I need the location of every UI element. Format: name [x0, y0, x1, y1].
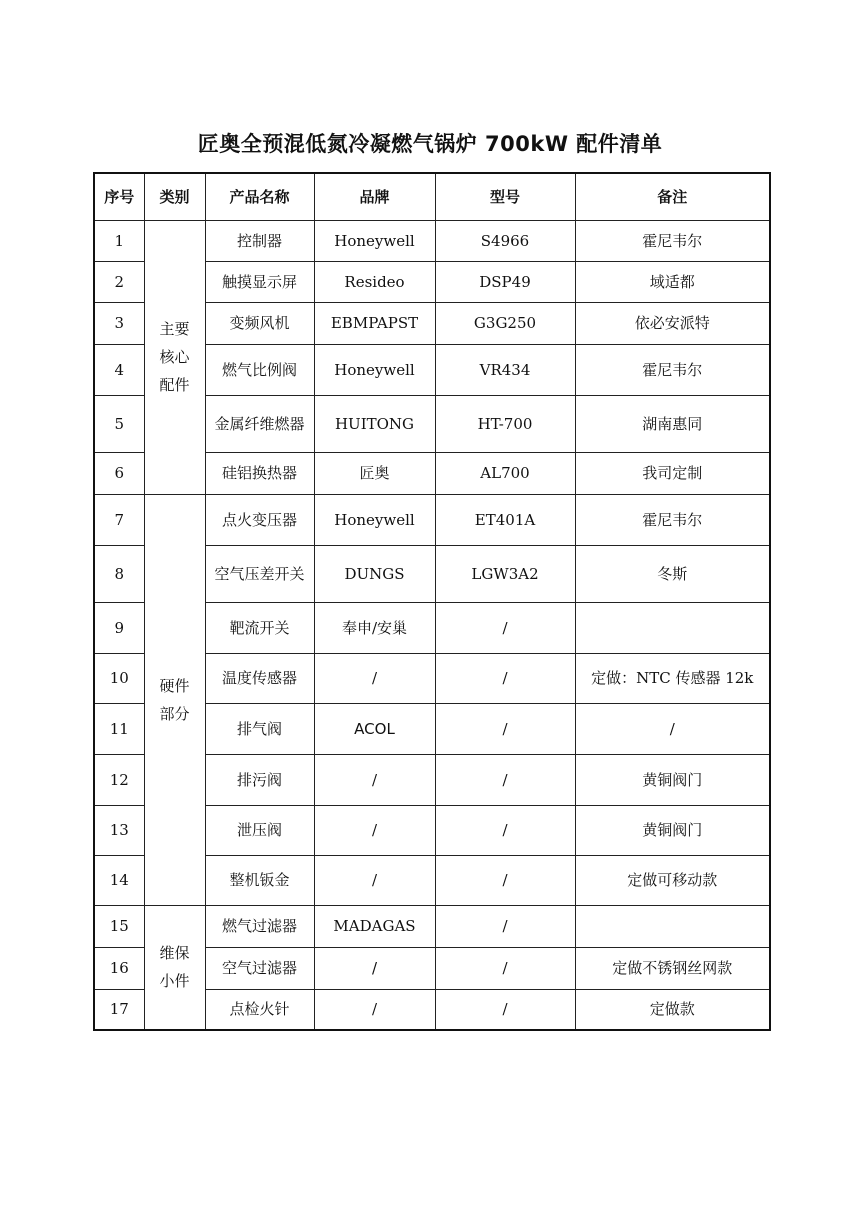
cell-product-name: 温度传感器 [205, 653, 314, 703]
cell-no: 7 [94, 494, 144, 545]
table-row [94, 494, 770, 545]
category-label: 主要核心配件 [159, 320, 190, 394]
cell-note: 依必安派特 [575, 302, 770, 344]
cell-note: 冬斯 [575, 545, 770, 602]
cell-note [575, 905, 770, 947]
cell-no: 13 [94, 805, 144, 855]
cell-note: 黄铜阀门 [575, 754, 770, 805]
cell-brand: ACOL [314, 703, 435, 754]
cell-product-name: 变频风机 [205, 302, 314, 344]
cell-note: 定做可移动款 [575, 855, 770, 905]
category-core [144, 220, 205, 494]
cell-note: / [575, 703, 770, 754]
table-row [94, 220, 770, 261]
category-maintenance [144, 905, 205, 1030]
cell-note [575, 602, 770, 653]
cell-model: / [435, 855, 575, 905]
cell-product-name: 控制器 [205, 220, 314, 261]
cell-no: 1 [94, 220, 144, 261]
cell-no: 12 [94, 754, 144, 805]
cell-model: / [435, 754, 575, 805]
header-product-name: 产品名称 [205, 173, 314, 220]
cell-brand: Honeywell [314, 220, 435, 261]
cell-no: 4 [94, 344, 144, 395]
cell-brand: / [314, 989, 435, 1030]
cell-no: 10 [94, 653, 144, 703]
cell-model: / [435, 653, 575, 703]
cell-product-name: 整机钣金 [205, 855, 314, 905]
cell-brand: MADAGAS [314, 905, 435, 947]
cell-product-name: 排污阀 [205, 754, 314, 805]
cell-no: 5 [94, 395, 144, 452]
category-label: 硬件部分 [159, 676, 190, 723]
cell-note: 定做不锈钢丝网款 [575, 947, 770, 989]
cell-product-name: 硅铝换热器 [205, 452, 314, 494]
table-row [94, 905, 770, 947]
cell-product-name: 点检火针 [205, 989, 314, 1030]
cell-product-name: 排气阀 [205, 703, 314, 754]
parts-table [93, 172, 771, 1031]
cell-model: / [435, 989, 575, 1030]
cell-brand: Resideo [314, 261, 435, 302]
category-hardware [144, 494, 205, 905]
cell-product-name: 触摸显示屏 [205, 261, 314, 302]
cell-no: 6 [94, 452, 144, 494]
cell-brand: / [314, 805, 435, 855]
cell-model: VR434 [435, 344, 575, 395]
cell-model: DSP49 [435, 261, 575, 302]
cell-note: 定做：NTC 传感器 12k [575, 653, 770, 703]
cell-brand: EBMPAPST [314, 302, 435, 344]
cell-product-name: 空气压差开关 [205, 545, 314, 602]
cell-brand: / [314, 653, 435, 703]
table-header-row [94, 173, 770, 220]
cell-product-name: 金属纤维燃器 [205, 395, 314, 452]
cell-model: / [435, 947, 575, 989]
cell-model: / [435, 805, 575, 855]
cell-product-name: 泄压阀 [205, 805, 314, 855]
cell-model: HT-700 [435, 395, 575, 452]
category-label: 维保小件 [159, 944, 190, 991]
cell-note: 湖南惠同 [575, 395, 770, 452]
cell-no: 8 [94, 545, 144, 602]
cell-model: / [435, 602, 575, 653]
cell-no: 3 [94, 302, 144, 344]
cell-brand: HUITONG [314, 395, 435, 452]
cell-brand: / [314, 855, 435, 905]
cell-note: 我司定制 [575, 452, 770, 494]
cell-product-name: 靶流开关 [205, 602, 314, 653]
cell-no: 15 [94, 905, 144, 947]
header-category: 类别 [144, 173, 205, 220]
cell-model: LGW3A2 [435, 545, 575, 602]
header-model: 型号 [435, 173, 575, 220]
cell-product-name: 空气过滤器 [205, 947, 314, 989]
cell-brand: DUNGS [314, 545, 435, 602]
cell-product-name: 燃气比例阀 [205, 344, 314, 395]
cell-note: 霍尼韦尔 [575, 220, 770, 261]
cell-model: AL700 [435, 452, 575, 494]
cell-brand: Honeywell [314, 344, 435, 395]
cell-no: 17 [94, 989, 144, 1030]
cell-model: ET401A [435, 494, 575, 545]
cell-note: 域适都 [575, 261, 770, 302]
cell-no: 11 [94, 703, 144, 754]
cell-model: / [435, 703, 575, 754]
cell-no: 16 [94, 947, 144, 989]
cell-note: 霍尼韦尔 [575, 494, 770, 545]
cell-brand: / [314, 947, 435, 989]
header-no: 序号 [94, 173, 144, 220]
cell-brand: 奉申/安巢 [314, 602, 435, 653]
cell-no: 14 [94, 855, 144, 905]
cell-brand: Honeywell [314, 494, 435, 545]
cell-note: 黄铜阀门 [575, 805, 770, 855]
cell-note: 霍尼韦尔 [575, 344, 770, 395]
cell-brand: / [314, 754, 435, 805]
header-brand: 品牌 [314, 173, 435, 220]
cell-model: S4966 [435, 220, 575, 261]
cell-product-name: 点火变压器 [205, 494, 314, 545]
cell-model: / [435, 905, 575, 947]
cell-model: G3G250 [435, 302, 575, 344]
header-note: 备注 [575, 173, 770, 220]
cell-no: 9 [94, 602, 144, 653]
document-title: 匠奥全预混低氮冷凝燃气锅炉 700kW 配件清单 [197, 132, 663, 156]
cell-no: 2 [94, 261, 144, 302]
cell-brand: 匠奥 [314, 452, 435, 494]
cell-note: 定做款 [575, 989, 770, 1030]
cell-product-name: 燃气过滤器 [205, 905, 314, 947]
